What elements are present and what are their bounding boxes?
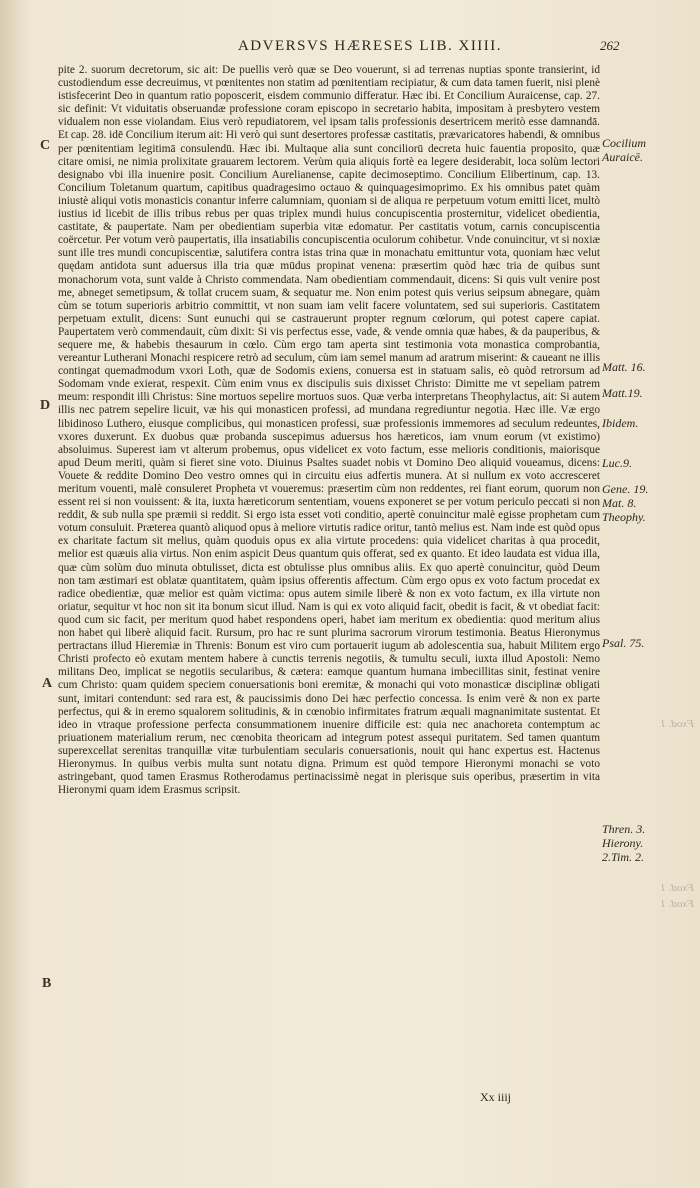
margin-note-cocilium: Cocilium	[602, 136, 646, 150]
margin-note-theophy: Theophy.	[602, 510, 646, 524]
body-text: pite 2. suorum decretorum, sic ait: De puellis verò quæ se Deo vouerunt, si ad terrenas nuptias sponte transierint, id custodiendum esse decreuimus, vt pœnitentes non statim ad pœnitentiam recipiatur, & cum data tamen fuerit, nisi plenè istisfecerint Deo in quantum ratio poposcerit, eisdem communio differatur. Hæc ibi. Et Concilium Auraicense, cap. 27. sic definit: Vt viduitatis obseruandæ professione coram episcopo in secretario habita, impositam à presbytero vestem vidualem non esse violandam. Eius verò repudiatorem, vel ipsam talis professionis desertricem meritò esse damnandā. Et cap. 28. idē Concilium iterum ait: Hi verò qui sunt desertores professæ castitatis, prævaricatores habendi, & omnibus per pœnitentiam legitimā consulendū. Hæc ibi. Multaque alia sunt conciliorū decreta huic fauentia proposito, quæ citare omisi, ne nimia prolixitate grauarem lectorem. Verùm quia aliquis fortè ea legere desiderabit, loca solùm lectori designabo vbi illa inuenire posit. Concilium Aurelianense, capite decimoseptimo. Concilium Elibertinum, cap. 13. Concilium Toletanum quartum, capitibus quadragesimo octauo & quinquagesimoprimo. Ex his omnibus patet quàm iniustè aliqui votis monasticis conantur inferre calumniam, quoniam si de aliqua re perpetuum votum emitti licet, multò iustius id licebit de illis tribus rebus per quas triplex mundi huius concupiscentia prosternitur, videlicet obedientia, castitate, & paupertate. Nam per obedientiam superbia vitæ edomatur. Per castitatis votum, carnis concupiscentia coërcetur. Per votum verò paupertatis, illa insatiabilis concupiscentia oculorum cohibetur. Vnde conuincitur, vt si noxiæ sunt ille tres mundi concupiscentiæ, salutifera contra istas trina quæ in monachatu emittuntur vota, quoniam hæc velut quędam antidota sunt aduersus illa tria quæ mūdus propinat venena: præsertim quòd hæc tria de quibus sunt monachorum vota, sunt valde à Christo commendata. Nam obedientiam commendauit, dicens: Si quis vult venire post me, abneget semetipsum, & tollat crucem suam, & sequatur me. Non enim potest quis verius seipsum abnegare, quàm cùm se totum superioris arbitrio committit, vt non suam iam velit facere voluntatem, sed sui superioris. Castitatem perpetuam extulit, dicens: Sunt eunuchi qui se castrauerunt propter regnum cœlorum, qui potest capere capiat. Paupertatem verò commendauit, cùm dixit: Si vis perfectus esse, vade, & vende omnia quæ habes, & da pauperibus, & sequere me, & habebis thesaurum in cœlo. Cùm ergo tam aperta sint testimonia vota monastica comprobantia, vereantur Lutherani Monachi respicere retrò ad seculum, cùm iam semel manum ad aratrum miserint: & caueant ne illis contingat quemadmodum vxori Loth, quæ de Sodomis exiens, conuersa est in statuam salis, eò quòd retrorsum ad Sodomam vnde exierat, respexit. Cùm enim vnus ex discipulis suis dixisset Christo: Dimitte me vt sepeliam patrem meum: respondit illi Christus: Sine mortuos sepelire mortuos suos. Quæ verba interpretans Theophylactus, ait: Si autem illis nec patrem sepelire licuit, væ his qui monasticen professi, ad mundana regrediuntur negotia. Hæc ille. Væ ergo libidinoso Luthero, eiusque complicibus, qui monasticen professi, suæ professionis immemores ad seculum redeuntes, vxores duxerunt. Ex duobus quæ probanda suscepimus aduersus hos hæreticos, iam vnum eorum (vt existimo) absoluimus. Superest iam vt alterum probemus, opus videlicet ex voto factum, esse melioris conditionis, maiorisque apud Deum meriti, quàm si fieret sine voto. Diuinus Psaltes suadet nobis vt Domino Deo aliquid voueamus, dicens: Vouete & reddite Domino Deo vestro omnes qui in circuitu eius adfertis munera. At si nullum ex voto accresceret meritum vouenti, malè consuleret Propheta vt voueremus: præsertim cùm non reddentes, rei fiant eorum, quorum non essent rei si non vouissent: & ita, iuxta hæreticorum sententiam, vouens exponeret se per votum periculo peccati si non reddit, & sub nulla spe præmii si reddit. Si ergo ista esset voti conditio, apertè conuincitur malè egisse prophetam cum votum consuluit. Præterea quantò aliquod opus à meliore virtutis radice oritur, tantò melius est. Nam inde est quòd opus ex charitate factum sit melius, quàm quoduis opus ex alia virtute procedens: quia videlicet charitas à qua procedit, melior est quæuis alia virtus. Non enim aspicit Deus quantum quis offerat, sed ex quanto. Et ideo laudata est vidua illa, quæ cùm solùm duo minuta obtulisset, dicta est obtulisse plus omnibus aliis. Ex quo apertè conuincitur, quòd Deum non tam æstimari est oblatæ quantitatem, quàm ipsius offerentis affectum. Cùm ergo opus ex voto factum procedat ex radice obedientiæ, quæ melior est quàm victima: opus autem simile liberè & non ex voto factum, ex illa virtute non oriatur, sequitur vt hoc non sit ita bonum sicut illud. Nam is qui ex voto aliquid facit, obedit is facit, & vt obediat facit: quod cum sic facit, per meritum quod habet respondens operi, habet iam meritum ex obedientia: quod meritum alius non habet qui liberè aliquid facit. Rursum, pro hac re sunt plurima sacrorum virorum testimonia. Beatus Hieronymus pertractans illud Hieremiæ in Threnis: Bonum est viro cum portauerit iugum ab adolescentia sua, habuit Militem ergo Christi profecto eò exutam mentem habere à cunctis terrenis negotiis, & tumultu seculi, iuxta illud Apostoli: Nemo militans Deo, implicat se negotiis secularibus, & cætera: eamque quantum humana imbecillitas sinit, festinat venire cum Christo: quam quidem speciem conuersationis boni eremitæ, & monachi qui voto monasticæ disciplinæ obligati sunt, imitari contendunt: sed rara est, & paucissimis dono Dei hæc perfectio concessa. Is enim verè & non ex parte perfectus, qui & in eremo squalorem solitudinis, & in cœnobio infirmitates fratrum æquali magnanimitate sustentat. Et ideo in vtraque professione perfecta consummationem inuenire difficile est: quia nec anachoreta contemptum ac priuationem materialium rerum, nec cœnobita theoricam ad integrum potest assequi puritatem. Sed tamen quantum superexcellat serenitas tranquillæ vitæ turbulentiam secularis conuersationis, nouit qui hanc expertus est. Hactenus Hieronymus. In quibus verbis multa sunt notatu digna. Primum est quòd tempore Hieronymi monachi se voto astringebant, quod tamen Erasmus Rotherodamus pertinacissimè negat in plerisque suis operibus, præsertim in vita Hieronymi quam idem Erasmus scripsit.	[58, 64, 600, 797]
margin-note-ibidem: Ibidem.	[602, 416, 639, 430]
margin-note-thren3: Thren. 3.	[602, 822, 646, 836]
margin-note-mat8: Mat. 8.	[602, 496, 637, 510]
margin-note-hierony: Hierony.	[602, 836, 644, 850]
side-letter-a: A	[42, 676, 53, 691]
margin-note-psal75: Psal. 75.	[602, 636, 645, 650]
show-through-text: Fxod. 1	[660, 898, 694, 910]
margin-note-auraice: Auraicē.	[602, 150, 643, 164]
show-through-text: Fxod. 1	[660, 882, 694, 894]
margin-note-tim2: 2.Tim. 2.	[602, 850, 645, 864]
main-text-block	[58, 64, 600, 1084]
side-letter-c: C	[40, 138, 51, 153]
show-through-text: Fxod. 1	[660, 718, 694, 730]
running-title: ADVERSVS HÆRESES LIB. XIIII.	[237, 38, 503, 54]
signature-mark: Xx iiij	[480, 1090, 512, 1104]
margin-note-luc9: Luc.9.	[602, 456, 632, 470]
margin-note-matt16: Matt. 16.	[602, 360, 646, 374]
page-number: 262	[600, 38, 620, 53]
margin-note-gene19: Gene. 19.	[602, 482, 649, 496]
margin-note-matt19: Matt.19.	[602, 386, 643, 400]
side-letter-d: D	[40, 398, 51, 413]
side-letter-b: B	[42, 976, 52, 991]
